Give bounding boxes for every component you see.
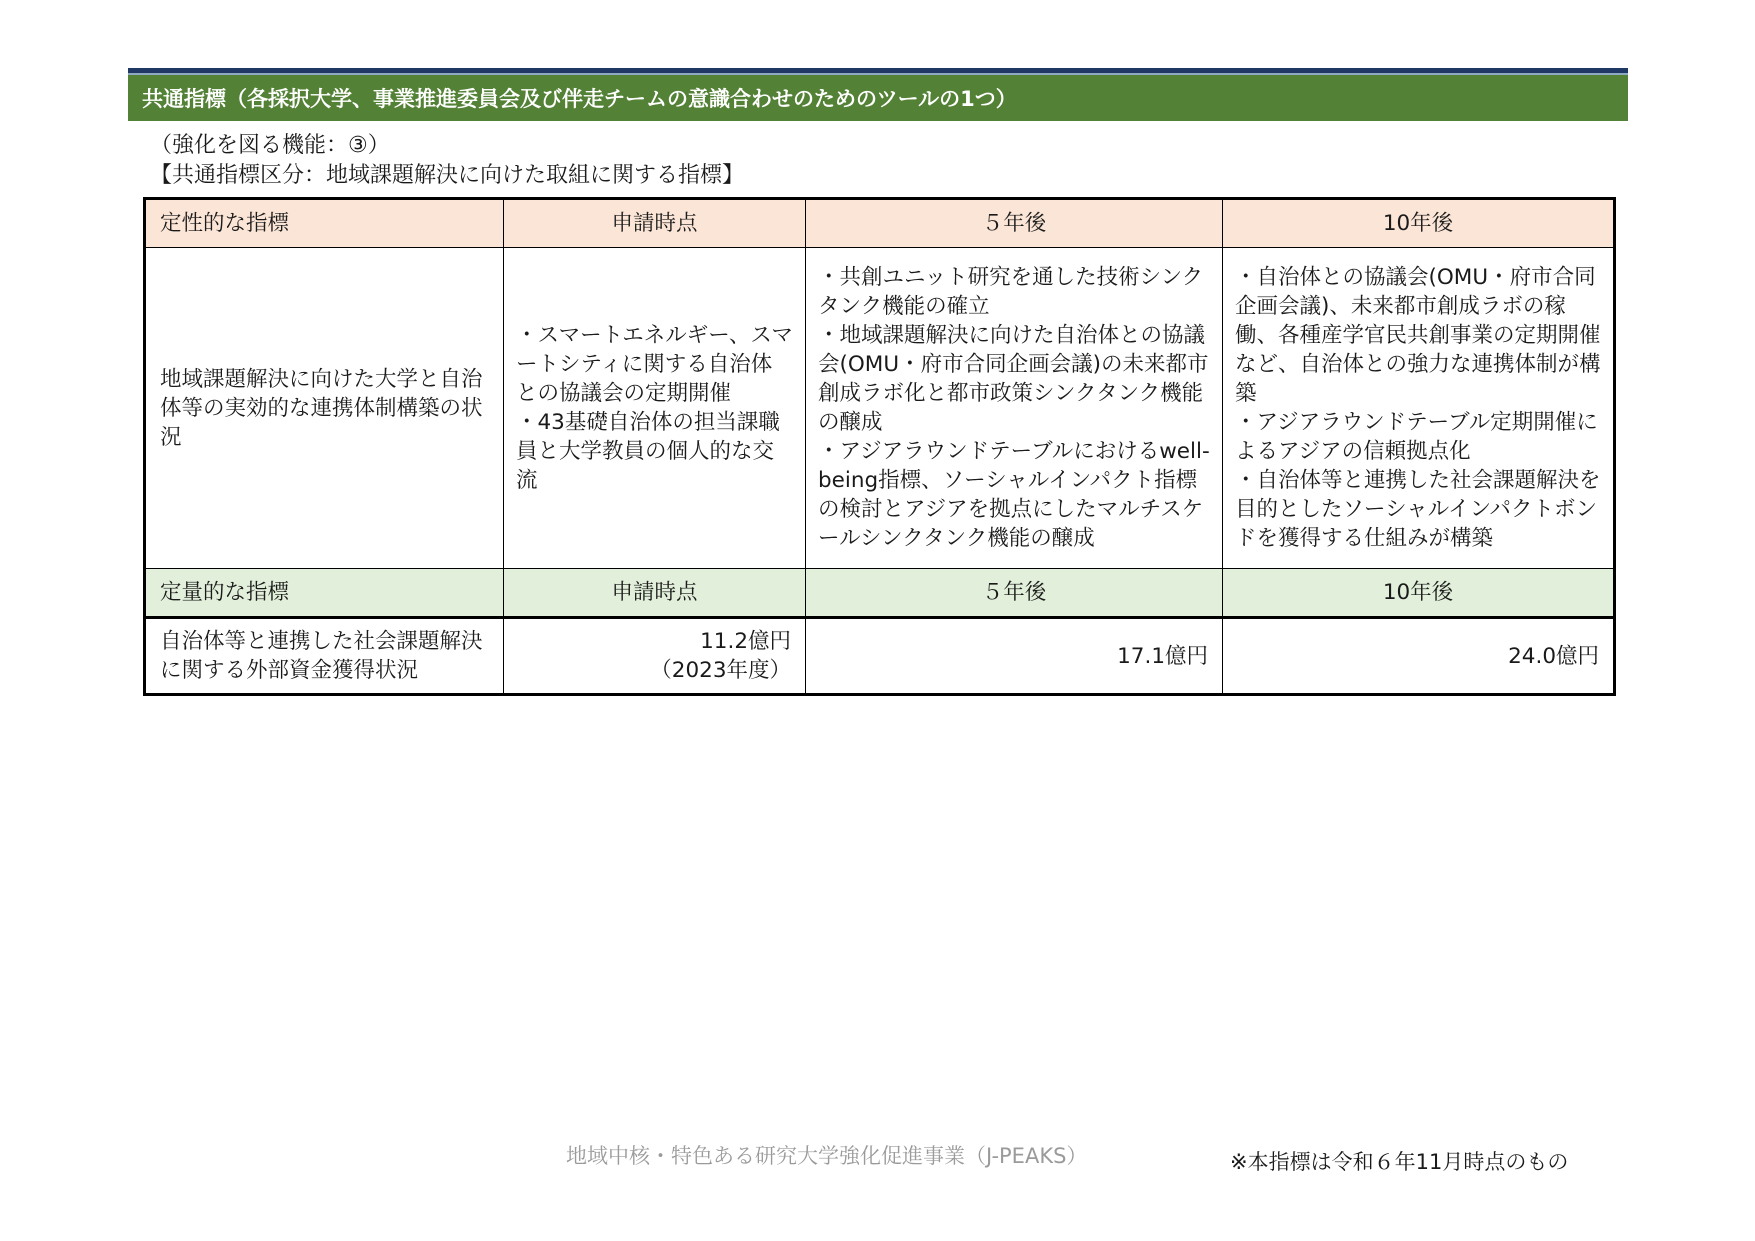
list-item: ・地域課題解決に向けた自治体との協議会(OMU・府市合同企画会議)の未来都市創成ラボ化と都市政策シンクタンク機能の醸成 — [818, 323, 1209, 435]
header-10-years: 10年後 — [1223, 569, 1615, 618]
indicator-table — [143, 197, 1616, 696]
footer-program: 地域中核・特色ある研究大学強化促進事業（J-PEAKS） — [566, 1144, 1088, 1168]
header-10-years: 10年後 — [1223, 199, 1615, 248]
list-item: ・自治体等と連携した社会課題解決を目的としたソーシャルインパクトボンドを獲得する仕組みが構築 — [1235, 468, 1601, 551]
quantitative-row — [145, 618, 1615, 695]
qualitative-10-years — [1223, 248, 1615, 569]
header-at-application: 申請時点 — [504, 199, 806, 248]
list-item: ・アジアラウンドテーブル定期開催によるアジアの信頼拠点化 — [1235, 410, 1598, 464]
header-at-application: 申請時点 — [504, 569, 806, 618]
qualitative-header-label: 定性的な指標 — [145, 199, 504, 248]
list-item: ・アジアラウンドテーブルにおけるwell-being指標、ソーシャルインパクト指標の検討とアジアを拠点にしたマルチスケールシンクタンク機能の醸成 — [818, 439, 1210, 551]
header-5-years: ５年後 — [806, 569, 1223, 618]
function-line: （強化を図る機能：③） — [150, 133, 390, 158]
quantitative-indicator: 自治体等と連携した社会課題解決に関する外部資金獲得状況 — [145, 618, 504, 695]
value-note: （2023年度） — [650, 658, 791, 683]
value: 11.2億円 — [700, 629, 791, 654]
quantitative-header-label: 定量的な指標 — [145, 569, 504, 618]
qualitative-row — [145, 248, 1615, 569]
quantitative-5-years: 17.1億円 — [806, 618, 1223, 695]
quantitative-header-row — [145, 569, 1615, 618]
qualitative-indicator: 地域課題解決に向けた大学と自治体等の実効的な連携体制構築の状況 — [145, 248, 504, 569]
list-item: ・43基礎自治体の担当課職員と大学教員の個人的な交流 — [516, 410, 780, 493]
list-item: ・スマートエネルギー、スマートシティに関する自治体との協議会の定期開催 — [516, 323, 793, 406]
section-header — [128, 75, 1628, 121]
quantitative-10-years: 24.0億円 — [1223, 618, 1615, 695]
qualitative-header-row — [145, 199, 1615, 248]
quantitative-at-application — [504, 618, 806, 695]
category-line: 【共通指標区分：地域課題解決に向けた取組に関する指標】 — [150, 163, 745, 188]
header-5-years: ５年後 — [806, 199, 1223, 248]
list-item: ・共創ユニット研究を通した技術シンクタンク機能の確立 — [818, 265, 1204, 319]
qualitative-5-years — [806, 248, 1223, 569]
footer-note: ※本指標は令和６年11月時点のもの — [1230, 1150, 1569, 1174]
qualitative-at-application — [504, 248, 806, 569]
section-title: 共通指標（各採択大学、事業推進委員会及び伴走チームの意識合わせのためのツールの1つ） — [142, 87, 1017, 111]
list-item: ・自治体との協議会(OMU・府市合同企画会議)、未来都市創成ラボの稼働、各種産学官民共創事業の定期開催など、自治体との強力な連携体制が構築 — [1235, 265, 1601, 406]
